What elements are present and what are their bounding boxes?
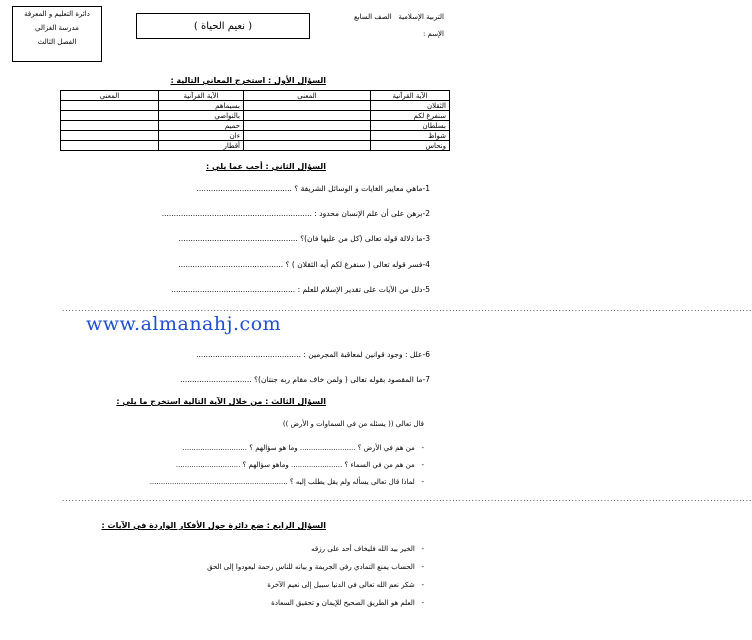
q4-item-2[interactable] [207, 563, 424, 571]
q2-item-3 [50, 234, 430, 243]
col-meaning-2: المعنى [61, 91, 159, 101]
verse-cell: ءان [159, 131, 244, 141]
bullet-dash: - [417, 461, 424, 469]
table-row [61, 131, 450, 141]
statement-text: الخير بيد الله فليخاف أحد على رزقه [311, 545, 415, 553]
school-label: مدرسة الغزالي [35, 24, 79, 32]
answer-dots[interactable]: ............................................ [178, 260, 284, 269]
answer-line[interactable]: ...................................................................................................................................................................................................................... [62, 495, 752, 503]
bullet-dash: - [414, 599, 424, 607]
col-verse-1: الآية القرآنية [371, 91, 450, 101]
question-text: وما هو سؤالهم ؟ [249, 444, 298, 452]
col-verse-2: الآية القرآنية [159, 91, 244, 101]
question-text: 5-دلل من الآيات على تقدير الإسلام للعلم : [297, 285, 430, 294]
q3-item-3 [150, 478, 424, 486]
verse-cell: ونحاس [371, 141, 450, 151]
watermark-url: www.almanahj.com [86, 313, 282, 335]
statement-text: شكر نعم الله تعالى في الدنيا سبيل إلى نعيم الآخرة [267, 581, 415, 589]
name-label: الإسم : [422, 30, 444, 38]
verse-cell: أقطار [159, 141, 244, 151]
header-right [354, 13, 444, 39]
answer-dots[interactable]: .............................. [180, 375, 252, 384]
question-text: من هم في الأرض ؟ [357, 444, 415, 452]
meaning-cell[interactable] [61, 121, 159, 131]
question-text: 4-فسر قوله تعالى ( سنفرغ لكم أيه الثقلان ) ؟ [285, 260, 430, 269]
answer-dots[interactable]: ............................. [175, 461, 241, 469]
lesson-title-box [136, 13, 310, 39]
meaning-cell[interactable] [61, 131, 159, 141]
verse-cell: الثقلان [371, 101, 450, 111]
table-row [61, 111, 450, 121]
answer-dots[interactable]: ............................................ [196, 350, 301, 359]
verse-cell: حميم [159, 121, 244, 131]
q2-title: السؤال الثاني : أجب عما يلي : [206, 162, 326, 171]
answer-dots[interactable]: ............................. [182, 444, 248, 452]
meaning-cell[interactable] [244, 141, 371, 151]
vocab-header-row [61, 91, 450, 101]
lesson-title: ( نعيم الحياة ) [193, 20, 253, 32]
q2-item-5 [50, 285, 430, 294]
verse-cell: بسلطان [371, 121, 450, 131]
table-row [61, 121, 450, 131]
q3-title: السؤال الثالث : من خلال الآية التالية استخرج ما يلي : [116, 397, 326, 406]
q3-item-1 [182, 444, 424, 452]
meaning-cell[interactable] [61, 141, 159, 151]
q3-item-2 [176, 461, 424, 469]
q4-item-3[interactable] [267, 581, 424, 589]
bullet-dash: - [414, 581, 424, 589]
q3-verse: قال تعالى (( يسئله من في السماوات و الأرض )) [282, 420, 424, 428]
verse-cell: بسيماهم [159, 101, 244, 111]
question-text: 6-علل : وجود قوانين لمعاقبة المجرمين : [303, 350, 430, 359]
answer-dots[interactable]: ........................................ [196, 184, 292, 193]
meaning-cell[interactable] [244, 111, 371, 121]
statement-text: الحساب يمنع التمادي رفي الجريمة و بيانه للناس رحمة ليعودوا إلى الحق [207, 563, 415, 571]
q2-item-6 [50, 350, 430, 359]
question-text: 2-برهن على أن علم الإنسان محدود : [314, 209, 430, 218]
col-meaning-1: المعنى [244, 91, 371, 101]
q2-item-1 [50, 184, 430, 193]
meaning-cell[interactable] [61, 101, 159, 111]
subject-label: التربية الإسلامية [398, 13, 444, 21]
bullet-dash: - [417, 444, 424, 452]
answer-dots[interactable]: ............................................................... [161, 209, 312, 218]
q2-item-4 [50, 260, 430, 269]
bullet-dash: - [417, 478, 424, 486]
question-text: وماهو سؤالهم ؟ [242, 461, 289, 469]
verse-cell: شواظ [371, 131, 450, 141]
meaning-cell[interactable] [244, 131, 371, 141]
q1-title: السؤال الأول : استخرج المعاني التالية : [170, 76, 326, 85]
answer-line[interactable]: ...................................................................................................................................................................................................................... [62, 305, 752, 313]
directorate-label: دائرة التعليم و المعرفة [24, 10, 90, 18]
meaning-cell[interactable] [244, 101, 371, 111]
question-text: 1-ماهي معايير الغايات و الوسائل الشريفة ؟ [294, 184, 430, 193]
term-label: الفصل الثالث [37, 38, 77, 46]
meaning-cell[interactable] [244, 121, 371, 131]
answer-dots[interactable]: .................................................. [178, 234, 298, 243]
q2-item-7 [50, 375, 430, 384]
statement-text: العلم هو الطريق الصحيح للإيمان و تحقيق السعادة [271, 599, 415, 607]
q4-title: السؤال الرابع : ضع دائرة حول الأفكار الواردة في الآيات : [101, 521, 326, 530]
question-text: 7-ما المقصود بقوله تعالى ( ولمن خاف مقام ربه جنتان)؟ [254, 375, 430, 384]
meaning-cell[interactable] [61, 111, 159, 121]
answer-dots[interactable]: .............................................................. [149, 478, 288, 486]
bullet-dash: - [414, 563, 424, 571]
table-row [61, 141, 450, 151]
school-info-box [12, 6, 102, 62]
question-text: من هم من في السماء ؟ [344, 461, 415, 469]
q4-item-4[interactable] [271, 599, 424, 607]
question-text: لماذا قال تعالى يسأله ولم يقل يطلب إليه ؟ [289, 478, 415, 486]
answer-dots[interactable]: ....................... [291, 461, 343, 469]
q2-item-2 [50, 209, 430, 218]
verse-cell: سنفرغ لكم [371, 111, 450, 121]
question-text: 3-ما دلالة قوله تعالى (كل من عليها فان)؟ [300, 234, 430, 243]
answer-dots[interactable]: .................................................... [171, 285, 296, 294]
q4-item-1[interactable] [311, 545, 424, 553]
bullet-dash: - [414, 545, 424, 553]
answer-dots[interactable]: ......................... [299, 444, 356, 452]
verse-cell: بالنواصي [159, 111, 244, 121]
table-row [61, 101, 450, 111]
grade-label: الصف السابع [354, 13, 392, 21]
vocab-table [60, 90, 450, 151]
